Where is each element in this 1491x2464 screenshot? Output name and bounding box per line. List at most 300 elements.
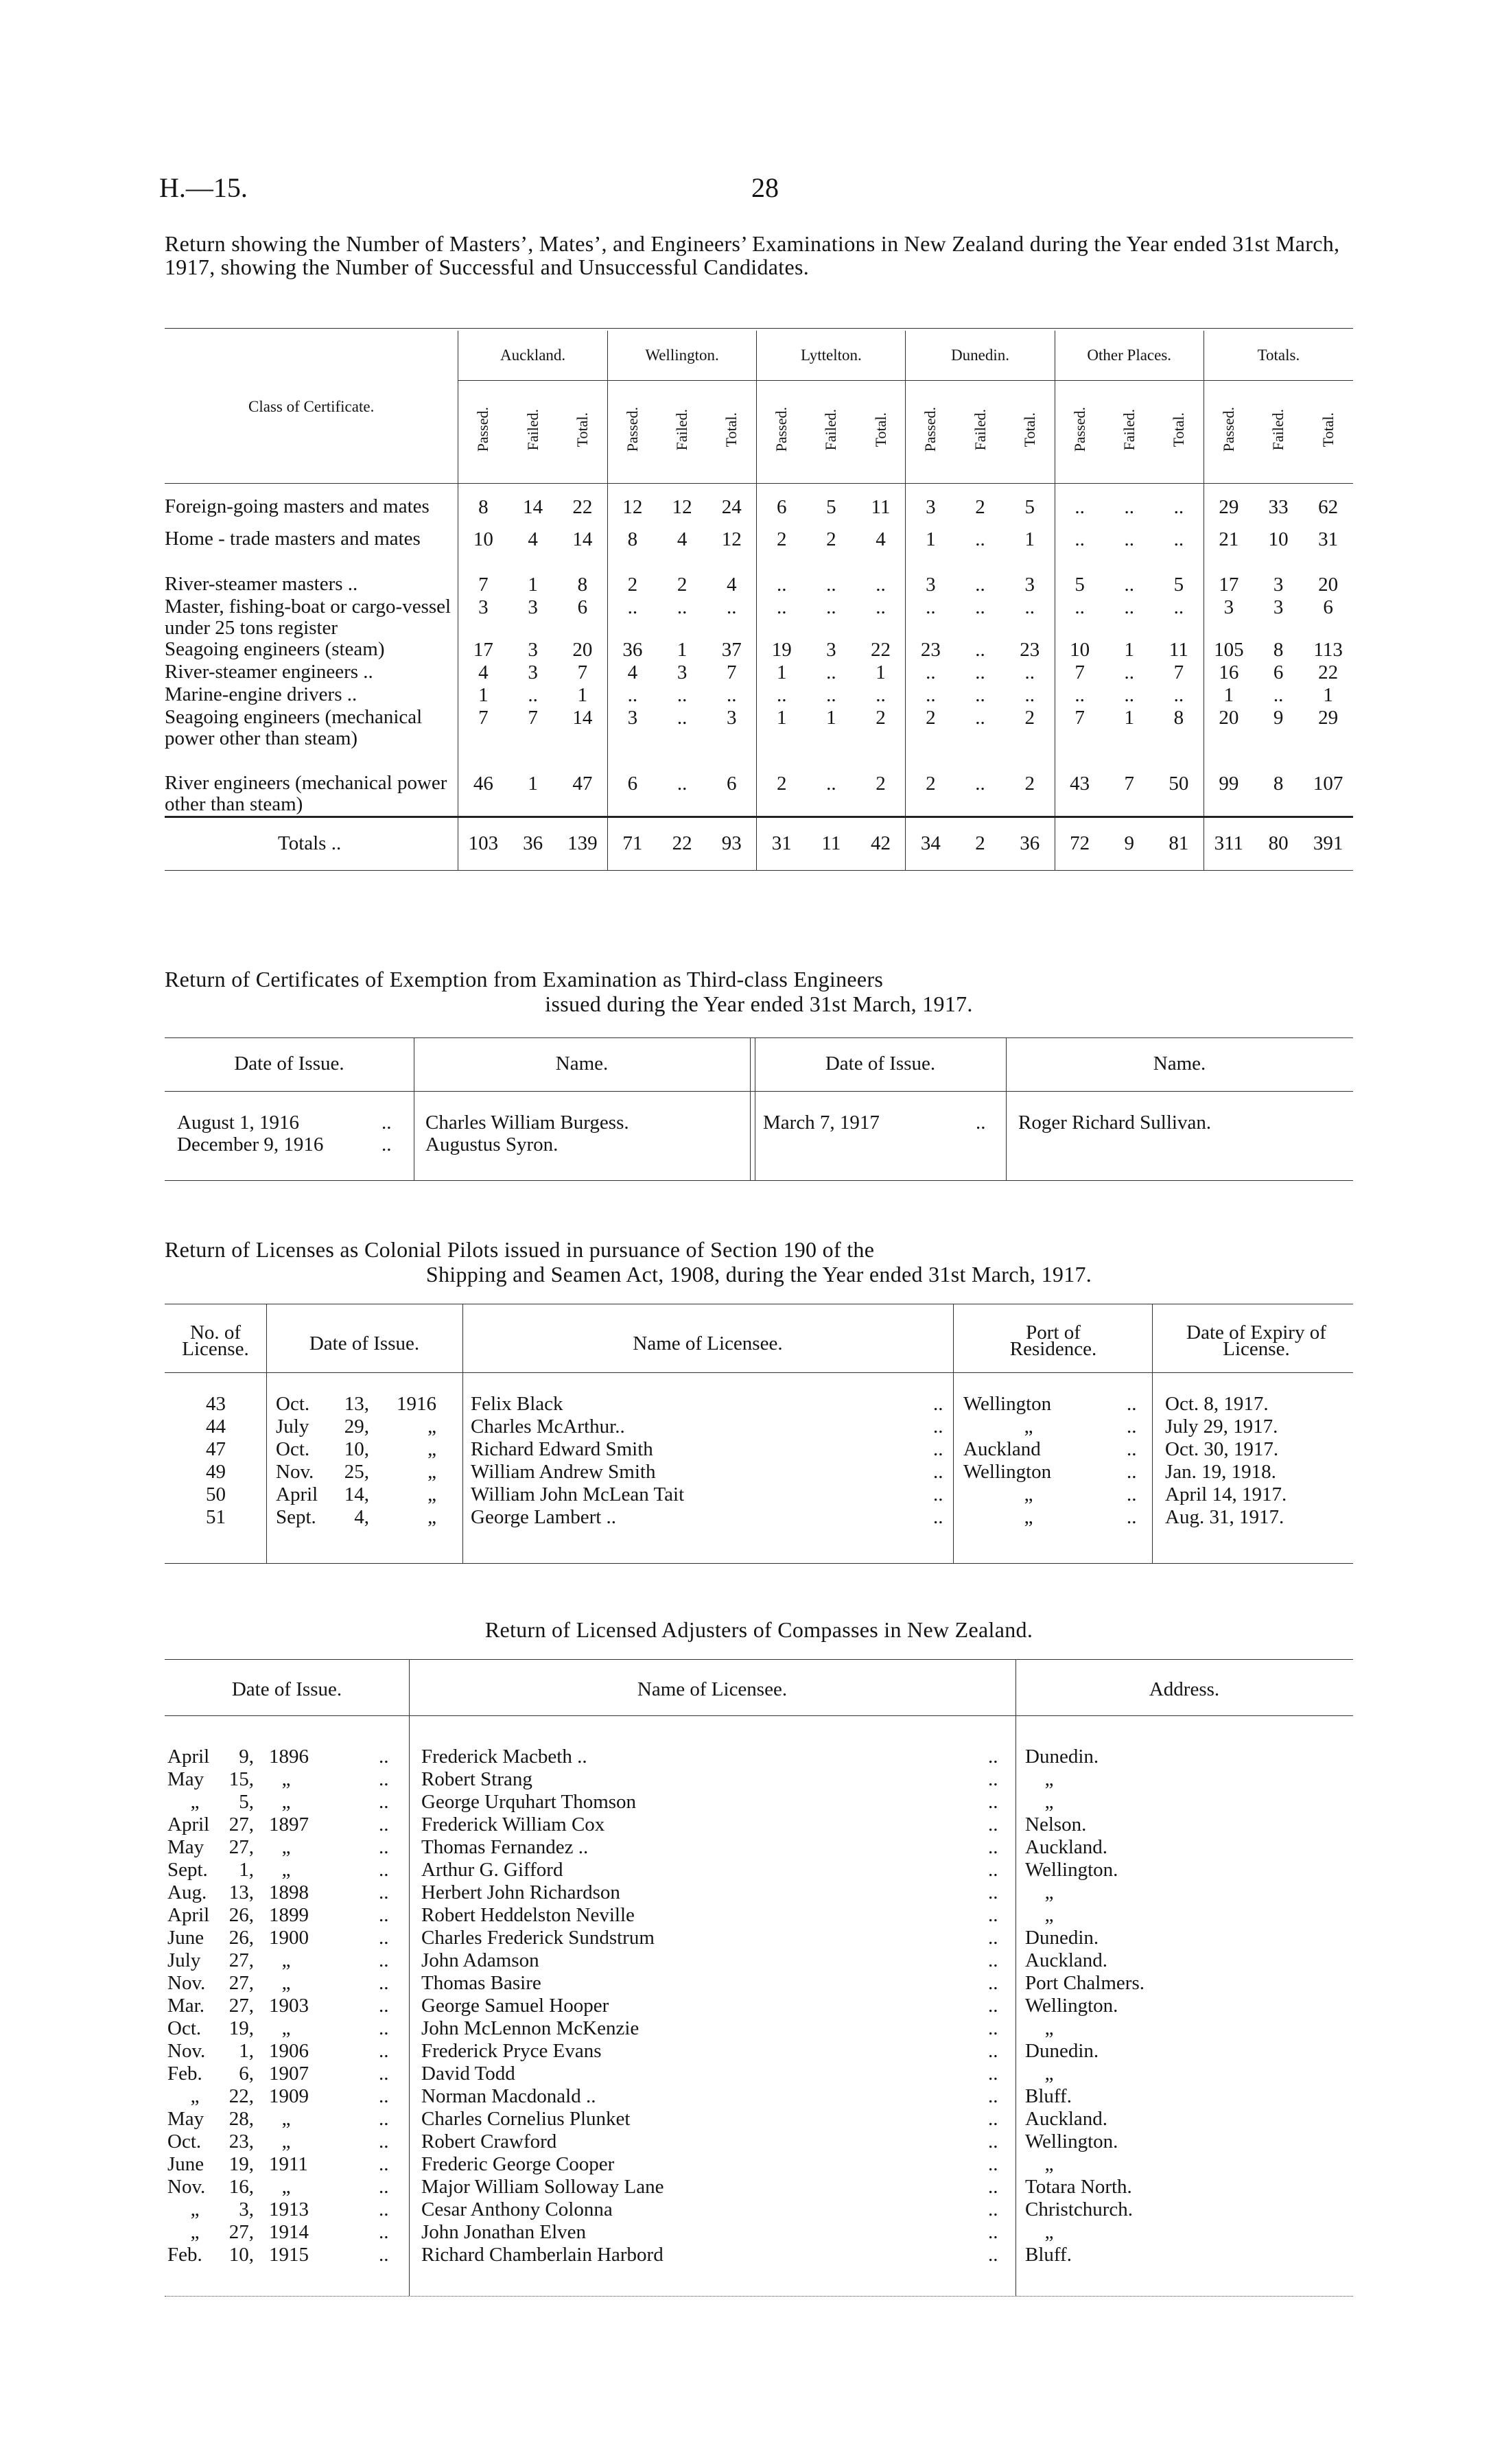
leader-dots: .. (379, 1972, 389, 1994)
pilot-date-day: 13, (344, 1393, 369, 1415)
exam-total-cell: 2 (975, 832, 985, 854)
pilot-license-no: 49 (206, 1461, 226, 1483)
adjuster-address: Wellington. (1025, 2131, 1118, 2152)
adjusters-address-header: Address. (1149, 1678, 1220, 1700)
exam-cell: 2 (607, 574, 657, 596)
adjuster-date-year: „ (281, 1768, 291, 1790)
adjuster-date-year: „ (281, 1972, 291, 1994)
exam-cell: 7 (1055, 707, 1104, 773)
adjuster-date-year: 1903 (269, 1995, 309, 2017)
exam-cell: .. (975, 574, 985, 596)
document-page: H.—15. 28 Return showing the Number of Masters’, Mates’, and Engineers’ Examinations in New Zealand during the Year ended 31st March, 1917, showing the Number of Successful and Unsuccessful Candidates. Class of Certificate. Auckland. Wellington. Lyttelton. Dunedin. Other Places. Totals. Passed. Failed. Total. Passed. Failed. Total. Passed. Failed. Total. Passed. Failed. Total. Passed. Failed. Total. Passed. Failed. Total. Foreign-going masters and mates 8 14 22 12 12 24 6 5 11 3 2 5 .. .. .. 29 33 62 Home - trade masters and mates 10 4 14 8 4 12 2 2 4 1 .. 1 .. .. .. 21 10 31 River-steamer masters .. 7 1 8 2 2 4 .. .. .. 3 .. 3 5 .. 5 17 3 20 Master, fishing-boat or cargo-vessel under 25 tons register 3 3 6 .. .. .. .. .. .. .. .. .. .. .. .. 3 3 6 Seagoing engineers (steam) 17 3 20 36 1 37 19 3 22 23 .. 23 10 1 11 105 8 113 River-steamer engineers .. 4 3 7 4 3 7 1 .. 1 .. .. .. 7 .. 7 16 6 22 Marine-engine drivers .. 1 .. 1 .. .. .. .. .. .. .. .. .. .. .. .. 1 .. 1 Seagoing engineers (mechanical power other than steam) 7 7 14 3 .. 3 1 1 2 2 .. 2 7 1 8 20 9 29 River engineers (mechanical power other than steam) 46 1 47 6 .. 6 2 .. 2 2 .. 2 43 7 50 99 8 107 Totals .. 103 36 139 71 22 93 31 11 42 34 2 36 72 9 81 311 80 391 Return of Certificates of Exemption from Examination as Third-class Engineers issued during the Year ended 31st March, 1917. Date of Issue. Name. Date of Issue. Name. August 1, 1916 .. Charles William Burgess. December 9, 1916 .. Augustus Syron. March 7, 1917 .. Roger Richard Sullivan. Return of Licenses as Colonial Pilots issued in pursuance of Section 190 of the Shipping and Seamen Act, 1908, during the Year ended 31st March, 1917. No. of License. Date of Issue. Name of Licensee. Port of Residence. Date of Expiry of License. 43 Oct. 13, 1916 Felix Black .. Wellington .. Oct. 8, 1917. 44 July 29, „ Charles McArthur.. .. „ .. July 29, 1917. 47 Oct. 10, „ Richard Edward Smith .. Auckland .. Oct. 30, 1917. 49 Nov. 25, „ William Andrew Smith .. Wellington .. Jan. 19, 1918. 50 April 14, „ William John McLean Tait .. „ .. April 14, 1917. 51 Sept. 4, „ George Lambert .. .. „ .. Aug. 31, 1917. Return of Licensed Adjusters of Compasses in New Zealand. Date of Issue. Name of Licensee. Address. April 9, 1896 .. Frederick Macbeth .. .. Dunedin. May 15, „ .. Robert Strang .. „ „ 5, „ .. George Urquhart Thomson .. „ April 27, 1897 .. Frederick William Cox .. Nelson. May 27, „ .. Thomas Fernandez .. .. Auckland. Sept. 1, „ .. Arthur G. Gifford .. Wellington. Aug. 13, 1898 .. Herbert John Richardson .. „ April 26, 1899 .. Robert Heddelston Neville .. „ June 26, 1900 .. Charles Frederick Sundstrum .. Dunedin. July 27, „ .. John Adamson .. Auckland. Nov. 27, „ .. Thomas Basire .. Port Chalmers. Mar. 27, 1903 .. George Samuel Hooper .. Wellington. Oct. 19, „ .. John McLennon McKenzie .. „ Nov. 1, 1906 .. Frederick Pryce Evans .. Dunedin. Feb. 6, 1907 .. David Todd .. „ „ 22, 1909 .. Norman Macdonald .. .. Bluff. May 28, „ .. Charles Cornelius Plunket .. Auckland. Oct. 23, „ .. Robert Crawford .. Wellington. June 19, 1911 .. Frederic George Cooper .. „ Nov. 16, „ .. Major William Solloway Lane .. Totara North. „ 3, 1913 .. Cesar Anthony Colonna .. Christchurch. „ 27, 1914 .. John Jonathan Elven .. „ Feb. 10, 1915 .. Richard Chamberlain Harbord .. Bluff. (0, 0, 1491, 2464)
exam-cell: 10 (1055, 639, 1104, 661)
exam-row (165, 574, 1353, 596)
exemption-date-header: Date of Issue. (234, 1053, 344, 1075)
adjuster-address: „ (1044, 1768, 1054, 1790)
exam-cell: 3 (677, 661, 688, 683)
exam-cell: 17 (458, 639, 508, 661)
exam-totals-label: Totals .. (278, 832, 342, 854)
exam-cell: 1 (677, 639, 688, 661)
adjuster-date-year: „ (281, 2108, 291, 2130)
adjuster-name: Thomas Fernandez .. (421, 1836, 589, 1858)
subheader-failed: Failed. (1269, 408, 1287, 451)
exam-cell: 7 (727, 661, 737, 683)
exam-total-cell: 103 (458, 817, 508, 870)
adjuster-date-month: Nov. (167, 1972, 206, 1994)
exam-row (165, 661, 1353, 684)
leader-dots: .. (988, 2063, 998, 2085)
exam-cell: 9 (1273, 707, 1284, 729)
exam-cell: .. (1173, 495, 1184, 518)
exam-cell: 1 (757, 661, 806, 684)
exam-cell: 3 (826, 639, 836, 661)
adjuster-date-month: „ (190, 2085, 200, 2107)
exam-row (165, 528, 1353, 574)
exam-cell: 2 (677, 574, 688, 596)
leader-dots: .. (988, 2198, 998, 2220)
exam-row (165, 684, 1353, 707)
exam-cell: 6 (1323, 596, 1333, 618)
exam-cell: 6 (1273, 661, 1284, 683)
exam-cell: 3 (528, 661, 538, 683)
exam-cell: 10 (1268, 528, 1289, 550)
exam-cell: 1 (826, 707, 836, 729)
exam-total-cell: 9 (1124, 832, 1134, 854)
adjuster-date-month: July (167, 1949, 201, 1971)
exam-cell: .. (826, 661, 836, 683)
adjuster-date-day: 27, (228, 2221, 254, 2243)
pilots-no-header: No. of License. (182, 1322, 249, 1360)
leader-dots: .. (988, 2153, 998, 2175)
exam-total-cell: 34 (906, 817, 955, 870)
group-header-dunedin: Dunedin. (906, 331, 1055, 380)
group-header-auckland: Auckland. (458, 331, 608, 380)
subheader-passed: Passed. (1204, 380, 1254, 483)
adjuster-date-year: 1906 (269, 2040, 309, 2062)
subheader-failed: Failed. (1120, 408, 1138, 451)
exam-cell: .. (1055, 596, 1104, 639)
exam-cell: 8 (1273, 773, 1284, 795)
exam-total-cell: 139 (567, 832, 598, 854)
subheader-passed: Passed. (607, 380, 657, 483)
exam-cell: 19 (757, 639, 806, 661)
adjuster-date-day: 6, (239, 2063, 254, 2085)
pilot-date-year: 1916 (397, 1393, 436, 1415)
adjuster-date-day: 9, (239, 1746, 254, 1768)
adjuster-date-year: 1909 (269, 2085, 309, 2107)
exam-cell: 29 (1204, 483, 1254, 528)
exemption-name: Roger Richard Sullivan. (1018, 1112, 1212, 1134)
exam-cell: 5 (826, 495, 836, 518)
adjuster-address: Dunedin. (1025, 1927, 1099, 1949)
exam-total-cell: 42 (871, 832, 891, 854)
pilot-date-day: 25, (344, 1461, 369, 1483)
exemption-name-header-2: Name. (1153, 1053, 1206, 1075)
subheader-total: Total. (871, 412, 889, 447)
pilot-date-month: Nov. (276, 1461, 314, 1483)
leader-dots: .. (379, 1814, 389, 1835)
exam-cell: 2 (757, 773, 806, 817)
exemption-name-header: Name. (555, 1053, 609, 1075)
exam-cell: 5 (1055, 574, 1104, 596)
exam-cell: 1 (1323, 684, 1333, 706)
exam-total-cell: 36 (523, 832, 543, 854)
pilots-expiry-header: Date of Expiry of License. (1186, 1322, 1326, 1360)
leader-dots: .. (1127, 1416, 1137, 1438)
exams-body (165, 483, 1353, 870)
exam-row-label: River engineers (mechanical power other than steam) (165, 772, 447, 815)
leader-dots: .. (379, 2244, 389, 2266)
exam-cell: 2 (1024, 707, 1035, 729)
leader-dots: .. (379, 2040, 389, 2062)
pilot-license-no: 44 (206, 1416, 226, 1438)
exemption-top-rule (165, 1037, 1353, 1038)
pilots-head-rule (165, 1372, 1353, 1373)
exam-cell: .. (975, 528, 985, 550)
exam-cell: .. (975, 596, 985, 618)
exam-cell: .. (1055, 528, 1104, 574)
adjuster-date-month: Mar. (167, 1995, 204, 2017)
adjuster-name: Frederick Pryce Evans (421, 2040, 602, 2062)
leader-dots: .. (933, 1483, 943, 1505)
exam-cell: .. (1173, 684, 1184, 706)
exam-row-label: Master, fishing-boat or cargo-vessel under 25 tons register (165, 596, 451, 639)
exam-cell: 7 (1173, 661, 1184, 683)
exam-cell: 8 (1173, 707, 1184, 729)
exam-cell: 4 (727, 574, 737, 596)
exam-cell: 12 (721, 528, 742, 550)
pilot-name: Richard Edward Smith (471, 1438, 653, 1460)
group-header-wellington: Wellington. (607, 331, 756, 380)
exam-total-cell: 80 (1268, 832, 1289, 854)
adjuster-date-day: 1, (239, 1859, 254, 1881)
exam-cell: .. (1024, 661, 1035, 683)
exam-cell: .. (1124, 661, 1134, 683)
adjuster-address: Bluff. (1025, 2085, 1072, 2107)
adjuster-date-day: 22, (228, 2085, 254, 2107)
exam-total-cell: 71 (607, 817, 657, 870)
adjuster-date-day: 13, (228, 1881, 254, 1903)
group-header-lyttelton: Lyttelton. (757, 331, 906, 380)
exam-cell: 7 (1055, 661, 1104, 684)
adjuster-address: Dunedin. (1025, 1746, 1099, 1768)
exam-total-cell: 22 (672, 832, 692, 854)
leader-dots: .. (988, 2017, 998, 2039)
exam-cell: 14 (572, 528, 593, 550)
exam-cell: 105 (1204, 639, 1254, 661)
exam-cell: 2 (876, 707, 886, 729)
adjuster-date-month: Sept. (167, 1859, 208, 1881)
exam-cell: .. (757, 574, 806, 596)
exam-cell: 8 (1273, 639, 1284, 661)
subheader-passed: Passed. (757, 380, 806, 483)
pilot-date-month: Oct. (276, 1438, 310, 1460)
leader-dots: .. (379, 1836, 389, 1858)
exam-cell: 24 (721, 495, 742, 518)
adjuster-date-year: 1913 (269, 2198, 309, 2220)
adjuster-name: Frederick William Cox (421, 1814, 605, 1835)
pilot-date-year: „ (427, 1483, 436, 1505)
exam-cell: .. (677, 684, 688, 706)
leader-dots: .. (379, 2198, 389, 2220)
adjuster-name: Thomas Basire (421, 1972, 541, 1994)
adjuster-date-year: 1897 (269, 1814, 309, 1835)
pilot-date-day: 14, (344, 1483, 369, 1505)
adjuster-date-day: 3, (239, 2198, 254, 2220)
exam-cell: .. (1024, 596, 1035, 618)
exam-cell: 8 (458, 483, 508, 528)
pilots-port-header: Port of Residence. (1009, 1322, 1097, 1360)
adjuster-date-year: „ (281, 1791, 291, 1813)
leader-dots: .. (988, 2108, 998, 2130)
leader-dots: .. (379, 2063, 389, 2085)
leader-dots: .. (933, 1461, 943, 1483)
exam-row (165, 773, 1353, 817)
exam-cell: 5 (1173, 574, 1184, 596)
adjuster-name: George Samuel Hooper (421, 1995, 609, 2017)
adjuster-address: Auckland. (1025, 2108, 1107, 2130)
exam-cell: 2 (826, 528, 836, 550)
pilot-date-month: Oct. (276, 1393, 310, 1415)
adjuster-address: Auckland. (1025, 1836, 1107, 1858)
exam-cell: .. (826, 574, 836, 596)
leader-dots: .. (379, 1746, 389, 1768)
adjuster-name: Robert Crawford (421, 2131, 557, 2152)
adjuster-date-month: Oct. (167, 2017, 202, 2039)
exam-cell: 12 (607, 483, 657, 528)
pilot-date-day: 10, (344, 1438, 369, 1460)
exam-cell: 113 (1313, 639, 1343, 661)
adjuster-address: „ (1044, 1881, 1054, 1903)
adjuster-date-year: „ (281, 2017, 291, 2039)
adjuster-date-year: 1898 (269, 1881, 309, 1903)
exam-cell: 2 (975, 495, 985, 518)
leader-dots: .. (1127, 1438, 1137, 1460)
exam-cell: 29 (1318, 707, 1339, 729)
leader-dots: .. (988, 1949, 998, 1971)
adjusters-bottom-rule (165, 2296, 1353, 2297)
exam-row (165, 707, 1353, 773)
adjuster-date-year: „ (281, 1949, 291, 1971)
exam-row-label: River-steamer masters .. (165, 573, 358, 595)
exam-cell: 22 (1318, 661, 1339, 683)
exam-cell: .. (1173, 596, 1184, 618)
adjuster-date-year: 1896 (269, 1746, 309, 1768)
exam-cell: 14 (523, 495, 543, 518)
adjuster-date-month: Aug. (167, 1881, 207, 1903)
pilot-date-year: „ (427, 1438, 436, 1460)
adjuster-date-year: „ (281, 1836, 291, 1858)
exam-cell: .. (975, 773, 985, 795)
exam-cell: 33 (1268, 495, 1289, 518)
adjuster-date-day: 1, (239, 2040, 254, 2062)
exam-cell: 1 (1124, 639, 1134, 661)
exam-cell: 7 (1124, 773, 1134, 795)
exam-cell: 4 (458, 661, 508, 684)
adjuster-date-day: 28, (228, 2108, 254, 2130)
exam-cell: .. (727, 596, 737, 618)
exam-total-cell: 391 (1313, 832, 1343, 854)
exam-cell: 6 (577, 596, 588, 618)
adjuster-date-day: 27, (228, 1995, 254, 2017)
adjuster-date-day: 15, (228, 1768, 254, 1790)
pilot-expiry: Oct. 8, 1917. (1165, 1393, 1269, 1415)
exam-cell: 47 (572, 773, 593, 795)
adjuster-name: Cesar Anthony Colonna (421, 2198, 613, 2220)
exam-cell: .. (975, 684, 985, 706)
adjuster-name: David Todd (421, 2063, 515, 2085)
exemption-title-line1: Return of Certificates of Exemption from Examination as Third-class Engineers (165, 967, 884, 992)
exam-cell: .. (1055, 483, 1104, 528)
adjuster-name: John Adamson (421, 1949, 539, 1971)
exam-cell: 3 (607, 707, 657, 773)
adjuster-date-day: 16, (228, 2176, 254, 2198)
exam-cell: 14 (572, 707, 593, 729)
exam-cell: 99 (1204, 773, 1254, 817)
exam-cell: .. (607, 596, 657, 639)
pilot-date-year: „ (427, 1416, 436, 1438)
exam-cell: .. (876, 574, 886, 596)
subheader-total: Total. (573, 412, 591, 447)
exam-total-cell: 81 (1169, 832, 1189, 854)
adjuster-date-year: 1899 (269, 1904, 309, 1926)
document-reference: H.—15. (159, 172, 248, 203)
exam-cell: .. (757, 596, 806, 639)
exam-cell: .. (677, 773, 688, 795)
pilot-port: Auckland (963, 1438, 1041, 1460)
exam-cell: 3 (528, 639, 538, 661)
pilots-name-header: Name of Licensee. (633, 1333, 783, 1354)
exam-cell: 22 (572, 495, 593, 518)
exam-cell: .. (906, 684, 955, 707)
adjuster-date-month: „ (190, 2198, 200, 2220)
exam-cell: 7 (458, 707, 508, 773)
exam-row-label: Marine-engine drivers .. (165, 683, 357, 705)
adjuster-address: „ (1044, 1904, 1054, 1926)
pilot-license-no: 47 (206, 1438, 226, 1460)
adjuster-date-month: May (167, 1836, 204, 1858)
pilots-title-line2: Shipping and Seamen Act, 1908, during the Year ended 31st March, 1917. (425, 1262, 1092, 1287)
adjusters-head-rule (165, 1715, 1353, 1716)
adjusters-title: Return of Licensed Adjusters of Compasses in New Zealand. (484, 1617, 1033, 1642)
exam-cell: 22 (871, 639, 891, 661)
exemption-date-header-2: Date of Issue. (825, 1053, 936, 1075)
exam-cell: .. (1124, 528, 1134, 550)
pilot-expiry: July 29, 1917. (1165, 1416, 1278, 1438)
adjuster-name: Richard Chamberlain Harbord (421, 2244, 664, 2266)
leader-dots: .. (379, 2153, 389, 2175)
leader-dots: .. (379, 2108, 389, 2130)
adjuster-date-month: June (167, 1927, 204, 1949)
exam-cell: 11 (1169, 639, 1188, 661)
leader-dots: .. (379, 1768, 389, 1790)
exam-cell: .. (757, 684, 806, 707)
exam-cell: 20 (1204, 707, 1254, 773)
subheader-total: Total. (1319, 412, 1337, 447)
pilot-license-no: 50 (206, 1483, 226, 1505)
exam-cell: 4 (876, 528, 886, 550)
leader-dots: .. (379, 1949, 389, 1971)
adjuster-address: Wellington. (1025, 1995, 1118, 2017)
leader-dots: .. (988, 2176, 998, 2198)
exams-table (165, 331, 1353, 871)
leader-dots: .. (988, 1904, 998, 1926)
exam-row (165, 483, 1353, 528)
exam-cell: 2 (906, 773, 955, 817)
exam-cell: 36 (607, 639, 657, 661)
exam-total-cell: 72 (1055, 817, 1104, 870)
adjuster-name: Frederic George Cooper (421, 2153, 615, 2175)
leader-dots: .. (988, 1814, 998, 1835)
leader-dots: .. (1127, 1461, 1137, 1483)
adjuster-name: John McLennon McKenzie (421, 2017, 639, 2039)
adjuster-name: Arthur G. Gifford (421, 1859, 563, 1881)
adjuster-name: John Jonathan Elven (421, 2221, 587, 2243)
adjuster-name: Robert Heddelston Neville (421, 1904, 635, 1926)
pilots-date-header: Date of Issue. (309, 1333, 420, 1354)
exam-cell: .. (826, 773, 836, 795)
adjuster-name: George Urquhart Thomson (421, 1791, 637, 1813)
exam-cell: 4 (607, 661, 657, 684)
adjusters-name-header: Name of Licensee. (637, 1678, 788, 1700)
exam-cell: .. (528, 684, 538, 706)
exam-cell: 31 (1318, 528, 1339, 550)
subheader-total: Total. (1169, 412, 1187, 447)
exam-cell: 43 (1055, 773, 1104, 817)
leader-dots: .. (933, 1416, 943, 1438)
exam-cell: 2 (757, 528, 806, 574)
exam-cell: 1 (528, 773, 538, 795)
subheader-failed: Failed. (673, 408, 691, 451)
leader-dots: .. (988, 1927, 998, 1949)
exam-cell: 8 (607, 528, 657, 574)
adjuster-date-year: „ (281, 2131, 291, 2152)
exam-cell: 2 (906, 707, 955, 773)
adjuster-date-year: „ (281, 2176, 291, 2198)
exam-cell: .. (975, 707, 985, 729)
exam-cell: .. (1273, 684, 1284, 706)
adjuster-address: Auckland. (1025, 1949, 1107, 1971)
exam-cell: .. (906, 661, 955, 684)
exam-row-label: Seagoing engineers (steam) (165, 638, 385, 660)
adjuster-name: Herbert John Richardson (421, 1881, 620, 1903)
exam-cell: 1 (1124, 707, 1134, 729)
exam-cell: 4 (677, 528, 688, 550)
adjuster-date-year: „ (281, 1859, 291, 1881)
exam-cell: 6 (757, 483, 806, 528)
exam-cell: .. (975, 639, 985, 661)
pilot-port: „ (1024, 1483, 1033, 1505)
exam-cell: 107 (1313, 773, 1343, 795)
exam-cell: 50 (1169, 773, 1189, 795)
exam-cell: 16 (1204, 661, 1254, 684)
exam-total-cell: 11 (821, 832, 841, 854)
leader-dots: .. (379, 2176, 389, 2198)
adjuster-date-month: Oct. (167, 2131, 202, 2152)
exam-totals-row (165, 817, 1353, 870)
pilot-date-month: Sept. (276, 1506, 316, 1528)
exam-cell: .. (975, 661, 985, 683)
exam-cell: 21 (1204, 528, 1254, 574)
exam-cell: .. (876, 596, 886, 618)
exemption-date: March 7, 1917 (763, 1112, 880, 1134)
leader-dots: .. (379, 2085, 389, 2107)
subheader-failed: Failed. (822, 408, 840, 451)
group-header-other-places: Other Places. (1055, 331, 1204, 380)
leader-dots: .. (379, 2221, 389, 2243)
leader-dots: .. (988, 1768, 998, 1790)
exam-row-label: Home - trade masters and mates (165, 528, 421, 550)
